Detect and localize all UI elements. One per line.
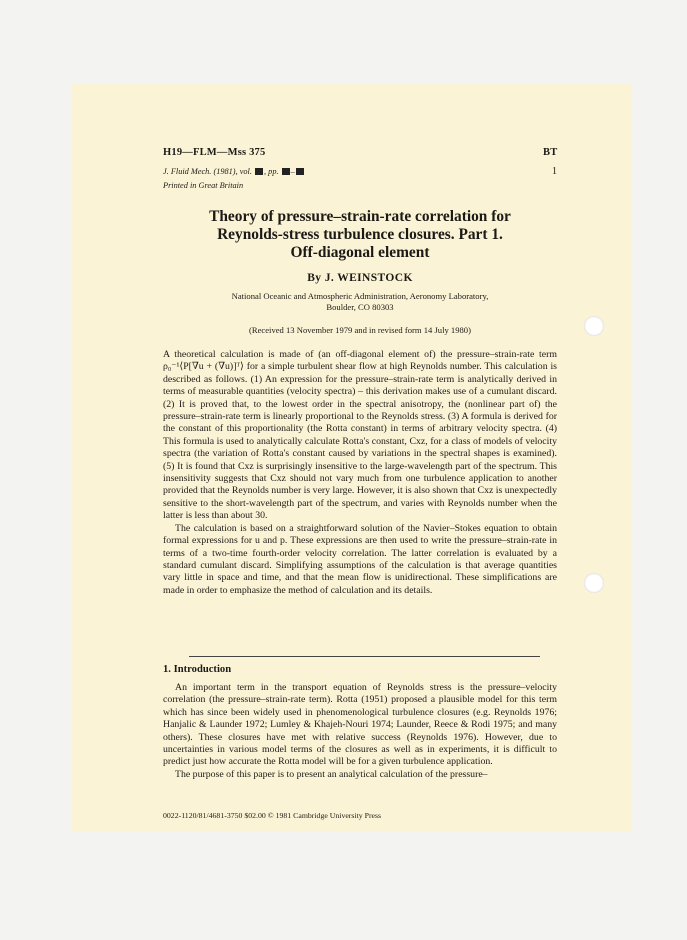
- intro-paragraph: An important term in the transport equation of Reynolds stress is the pressure–velocity correlation (the pressure–strain-rate term). Rotta (1951) proposed a plausible model for this term which has since been widely used in phenomenological turbulence closures (e.g. Reynolds 1976; Hanjalic & Launder 1972; Lumley & Khajeh-Nouri 1974; Launder, Reece & Rodi 1975; and many others). These closures have met with relative success (Reynolds 1976). However, due to uncertainties in various model terms of the closures as well as in experiments, it is difficult to predict just how accurate the Rotta model will be for a given turbulence application.: [163, 682, 557, 768]
- punch-hole: [584, 573, 604, 593]
- paper-title: [150, 208, 570, 262]
- title-line: Theory of pressure–strain-rate correlation for: [209, 208, 511, 225]
- section-divider: [189, 656, 540, 657]
- redaction-mark: [296, 168, 304, 175]
- manuscript-code: H19—FLM—Mss 375: [163, 147, 266, 158]
- redaction-mark: [282, 168, 290, 175]
- introduction-body: [163, 682, 557, 781]
- title-line: Reynolds-stress turbulence closures. Part 1.: [217, 226, 503, 243]
- punch-hole: [584, 316, 604, 336]
- received-dates: (Received 13 November 1979 and in revised form 14 July 1980): [249, 325, 471, 335]
- abstract-paragraph: A theoretical calculation is made of (an off-diagonal element of) the pressure–strain-rate term ρ₀⁻¹⟨P[∇u + (∇u)]ᵀ⟩ for a simple turbulent shear flow at high Reynolds number. This calculation is described as follows. (1) An expression for the pressure–strain-rate term is analytically derived in terms of measurable quantities (velocity spectra) – this derivation makes use of a cumulant discard. (2) It is proved that, to the lowest order in the spectral anisotropy, the (nonlinear part of) the pressure–strain-rate term is linearly proportional to the Reynolds stress. (3) A formula is derived for the constant of this proportionality (the Rotta constant) in terms of arbitrary velocity spectra. (4) This formula is used to analytically calculate Rotta's constant, Cxz, for a class of models of velocity spectra (the variation of Rotta's constant caused by variations in the spectral shapes is examined). (5) It is found that Cxz is surprisingly insensitive to the large-wavelength part of the spectrum. This insensitivity suggests that Cxz should not vary much from one turbulence application to another provided that the Reynolds number is very large. However, it is also shown that Cxz is unexpectedly sensitive to the short-wavelength part of the spectrum, and varies with Reynolds number when the latter is less than about 30.: [163, 349, 557, 522]
- section-heading: 1. Introduction: [163, 664, 232, 675]
- affiliation-line: National Oceanic and Atmospheric Administration, Aeronomy Laboratory,: [231, 291, 489, 301]
- manuscript-tag: BT: [543, 147, 558, 158]
- journal-ref: J. Fluid Mech. (1981), vol.: [163, 167, 252, 176]
- pages-label: pp.: [268, 167, 279, 176]
- redaction-mark: [255, 168, 263, 175]
- affiliation-line: Boulder, CO 80303: [326, 302, 394, 312]
- intro-paragraph: The purpose of this paper is to present an analytical calculation of the pressure–: [175, 768, 488, 780]
- journal-citation: J. Fluid Mech. (1981), vol. , pp. –: [163, 167, 305, 176]
- abstract: [163, 349, 557, 597]
- copyright-footer: 0022-1120/81/4681-3750 $02.00 © 1981 Cambridge University Press: [163, 811, 382, 820]
- author-line: By J. WEINSTOCK: [307, 272, 413, 284]
- printed-line: Printed in Great Britain: [163, 181, 244, 190]
- page-number: 1: [552, 166, 557, 177]
- affiliation: [190, 291, 530, 313]
- title-line: Off-diagonal element: [290, 244, 430, 261]
- abstract-paragraph: The calculation is based on a straightforward solution of the Navier–Stokes equation to obtain formal expressions for u and p. These expressions are then used to write the pressure–strain-rate in terms of a two-time fourth-order velocity correlation. The latter correlation is evaluated by a standard cumulant discard. Simplifying assumptions of the calculation is that average quantities vary little in space and time, and that the mean flow is unidirectional. These simplifications are made in order to emphasize the method of calculation and its details.: [163, 522, 557, 596]
